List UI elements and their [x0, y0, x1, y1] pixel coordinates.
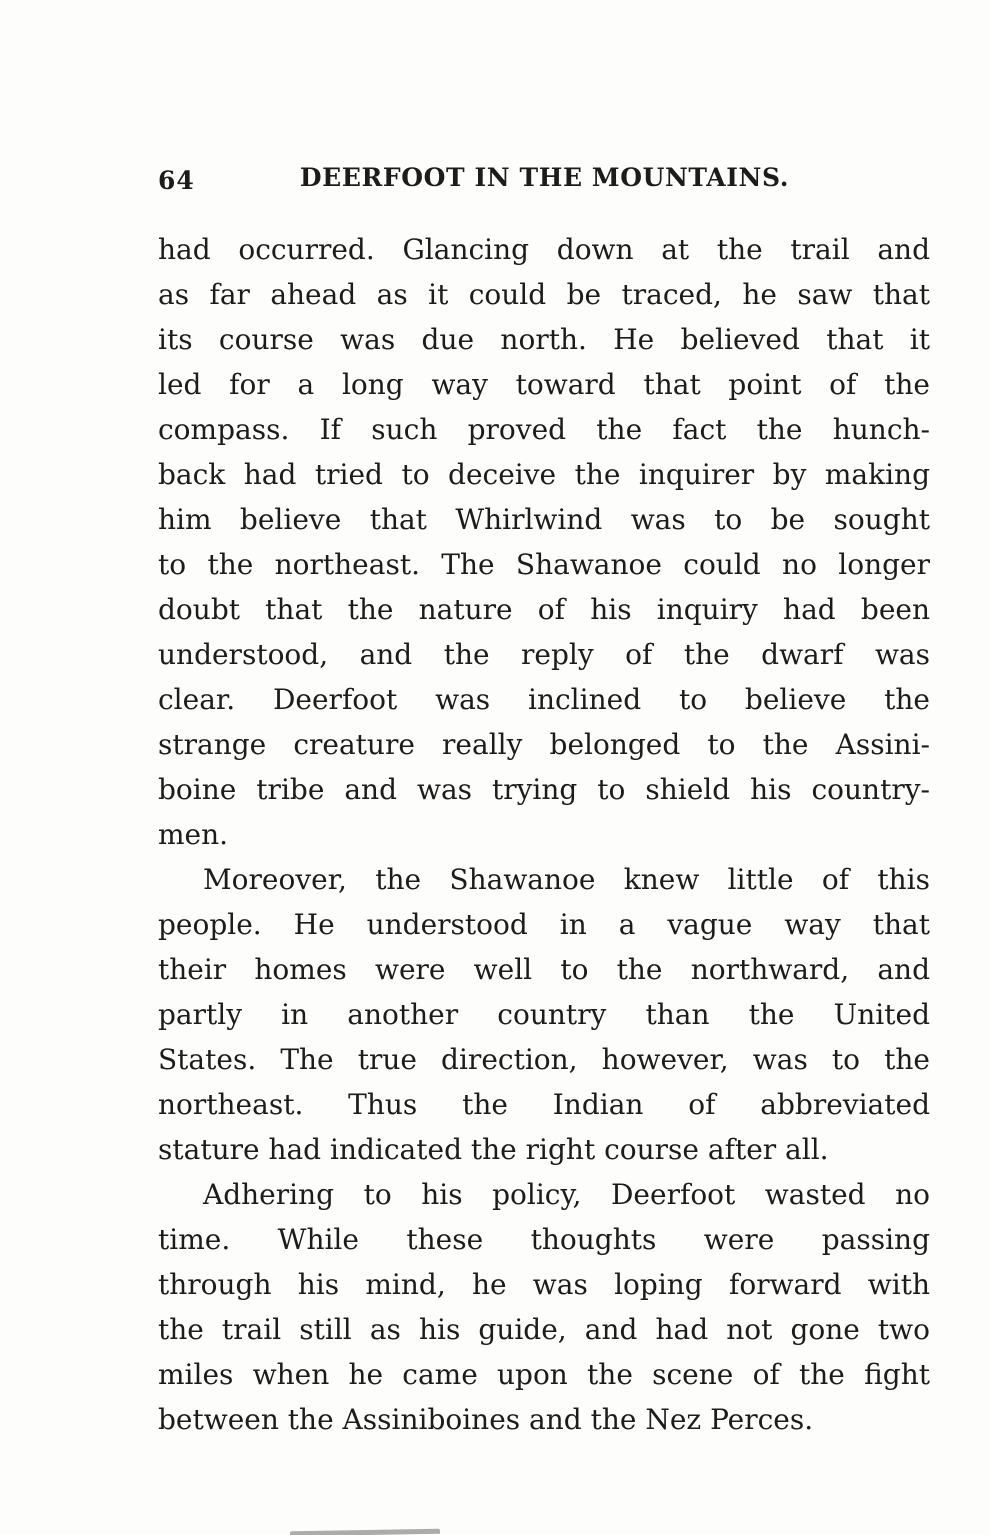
- text-line: northeast. Thus the Indian of abbreviated: [158, 1088, 930, 1121]
- text-line: as far ahead as it could be traced, he saw that: [158, 278, 930, 311]
- text-line: stature had indicated the right course after all.: [158, 1133, 829, 1166]
- paragraph: [158, 227, 930, 857]
- text-line: people. He understood in a vague way that: [158, 908, 930, 941]
- text-line: through his mind, he was loping forward with: [158, 1268, 930, 1301]
- text-line: between the Assiniboines and the Nez Perces.: [158, 1403, 814, 1436]
- running-title: DEERFOOT IN THE MOUNTAINS.: [299, 163, 790, 192]
- text-line: miles when he came upon the scene of the fight: [158, 1358, 930, 1391]
- text-line: Moreover, the Shawanoe knew little of this: [203, 863, 930, 896]
- text-line: to the northeast. The Shawanoe could no longer: [158, 548, 930, 581]
- text-line: States. The true direction, however, was to the: [158, 1043, 930, 1076]
- text-line: doubt that the nature of his inquiry had been: [158, 593, 930, 626]
- text-line: Adhering to his policy, Deerfoot wasted no: [203, 1178, 930, 1211]
- text-line: led for a long way toward that point of the: [158, 368, 930, 401]
- text-line: partly in another country than the United: [158, 998, 930, 1031]
- text-line: the trail still as his guide, and had not gone two: [158, 1313, 930, 1346]
- text-line: boine tribe and was trying to shield his country-: [158, 773, 930, 806]
- text-line: back had tried to deceive the inquirer by making: [158, 458, 930, 491]
- text-line: had occurred. Glancing down at the trail and: [158, 233, 930, 266]
- paragraph: [158, 1172, 930, 1442]
- page-number: 64: [158, 166, 195, 195]
- scan-edge-artifact: [290, 1529, 440, 1535]
- text-line: men.: [158, 818, 229, 851]
- text-line: strange creature really belonged to the Assini-: [158, 728, 930, 761]
- text-line: time. While these thoughts were passing: [158, 1223, 930, 1256]
- text-line: its course was due north. He believed that it: [158, 323, 930, 356]
- text-line: clear. Deerfoot was inclined to believe the: [158, 683, 930, 716]
- text-line: their homes were well to the northward, and: [158, 953, 930, 986]
- page-header: [158, 163, 931, 197]
- text-line: understood, and the reply of the dwarf was: [158, 638, 930, 671]
- text-line: compass. If such proved the fact the hunch-: [158, 413, 930, 446]
- text-block: [158, 227, 930, 1442]
- paragraph: [158, 857, 930, 1172]
- text-line: him believe that Whirlwind was to be sought: [158, 503, 930, 536]
